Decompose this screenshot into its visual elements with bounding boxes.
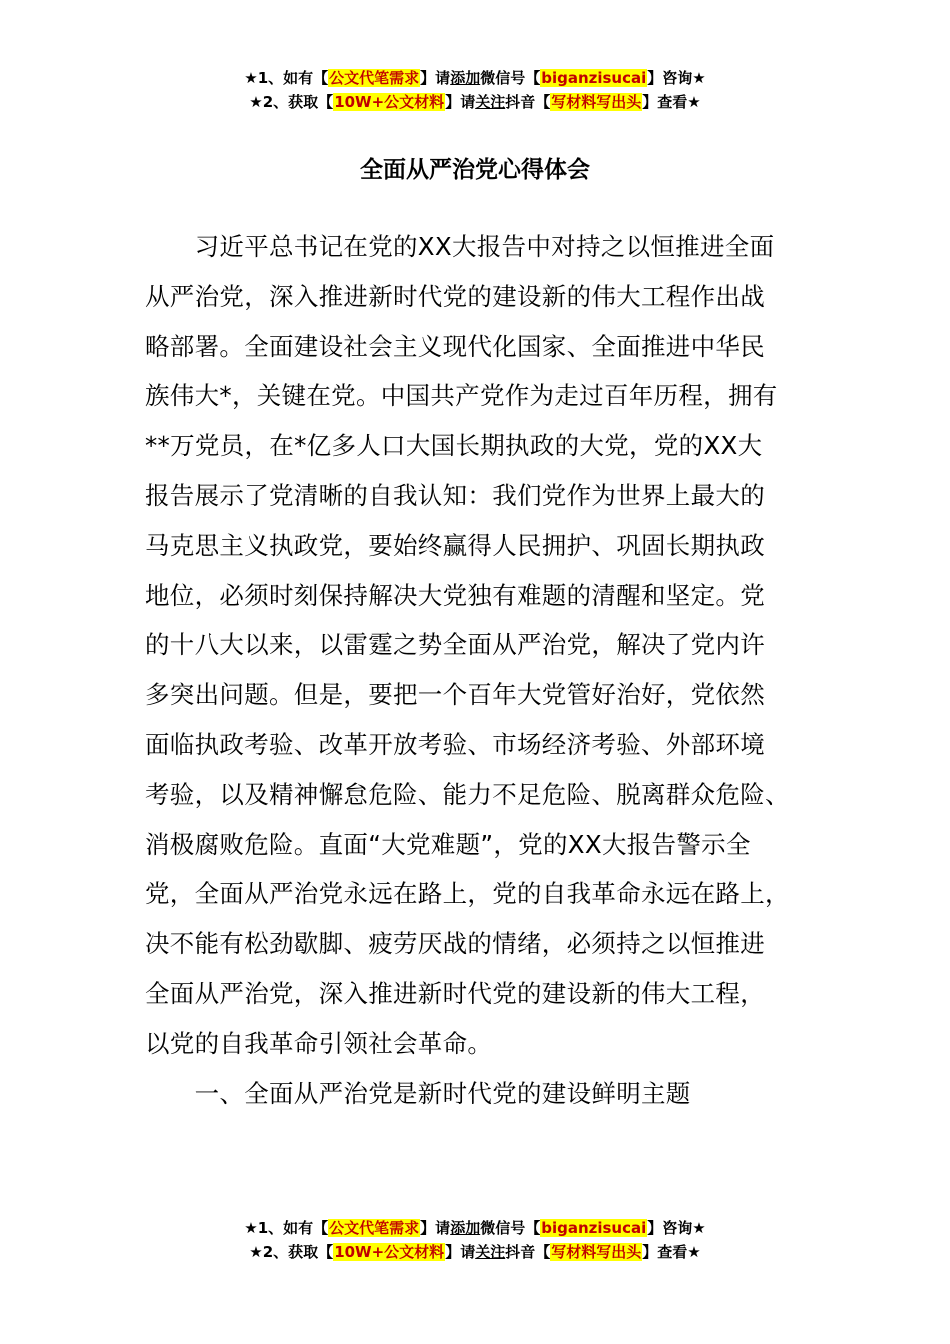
promo-line-1: ★1、如有【公文代笔需求】请添加微信号【biganzisucai】咨询★ [244, 1219, 706, 1237]
body-line: 习近平总书记在党的XX大报告中对持之以恒推进全面 [145, 232, 775, 261]
promo-line-2: ★2、获取【10W+公文材料】请关注抖音【写材料写出头】查看★ [249, 93, 701, 111]
promo-line-2: ★2、获取【10W+公文材料】请关注抖音【写材料写出头】查看★ [249, 1243, 701, 1261]
body-line: 决不能有松劲歇脚、疲劳厌战的情绪，必须持之以恒推进 [145, 929, 765, 959]
body-line: 面临执政考验、改革开放考验、市场经济考验、外部环境 [145, 729, 765, 759]
document-body [145, 222, 815, 1118]
underlined-follow: 关注 [475, 1243, 506, 1261]
highlight-wechat-id: biganzisucai [541, 1219, 647, 1237]
body-line: 党，全面从严治党永远在路上，党的自我革命永远在路上， [145, 879, 790, 909]
body-line: 消极腐败危险。直面“大党难题”，党的XX大报告警示全 [145, 829, 751, 859]
body-line: **万党员，在*亿多人口大国长期执政的大党，党的XX大 [145, 431, 763, 461]
body-line: 以党的自我革命引领社会革命。 [145, 1028, 493, 1058]
body-line: 的十八大以来，以雷霆之势全面从严治党，解决了党内许 [145, 630, 765, 660]
underlined-add: 添加 [450, 1219, 481, 1237]
highlight-douyin-account: 写材料写出头 [551, 93, 642, 111]
highlight-materials: 10W+公文材料 [334, 1243, 445, 1261]
body-line: 族伟大*，关键在党。中国共产党作为走过百年历程，拥有 [145, 381, 778, 411]
body-line: 考验，以及精神懈怠危险、能力不足危险、脱离群众危险、 [145, 779, 790, 809]
highlight-materials: 10W+公文材料 [334, 93, 445, 111]
underlined-follow: 关注 [475, 93, 506, 111]
body-line: 多突出问题。但是，要把一个百年大党管好治好，党依然 [145, 680, 765, 710]
highlight-service: 公文代笔需求 [329, 69, 420, 87]
document-title: 全面从严治党心得体会 [360, 157, 590, 183]
promo-banner-top [0, 66, 950, 114]
body-line: 马克思主义执政党，要始终赢得人民拥护、巩固长期执政 [145, 530, 765, 560]
body-line: 从严治党，深入推进新时代党的建设新的伟大工程作出战 [145, 281, 765, 311]
highlight-service: 公文代笔需求 [329, 1219, 420, 1237]
highlight-douyin-account: 写材料写出头 [551, 1243, 642, 1261]
body-line: 全面从严治党，深入推进新时代党的建设新的伟大工程， [145, 978, 765, 1008]
underlined-add: 添加 [450, 69, 481, 87]
highlight-wechat-id: biganzisucai [541, 69, 647, 87]
body-line: 地位，必须时刻保持解决大党独有难题的清醒和坚定。党 [145, 580, 765, 610]
promo-banner-bottom [0, 1216, 950, 1264]
body-line: 报告展示了党清晰的自我认知：我们党作为世界上最大的 [145, 480, 765, 510]
promo-line-1: ★1、如有【公文代笔需求】请添加微信号【biganzisucai】咨询★ [244, 69, 706, 87]
section-heading: 一、全面从严治党是新时代党的建设鲜明主题 [145, 1078, 691, 1108]
body-line: 略部署。全面建设社会主义现代化国家、全面推进中华民 [145, 331, 765, 361]
